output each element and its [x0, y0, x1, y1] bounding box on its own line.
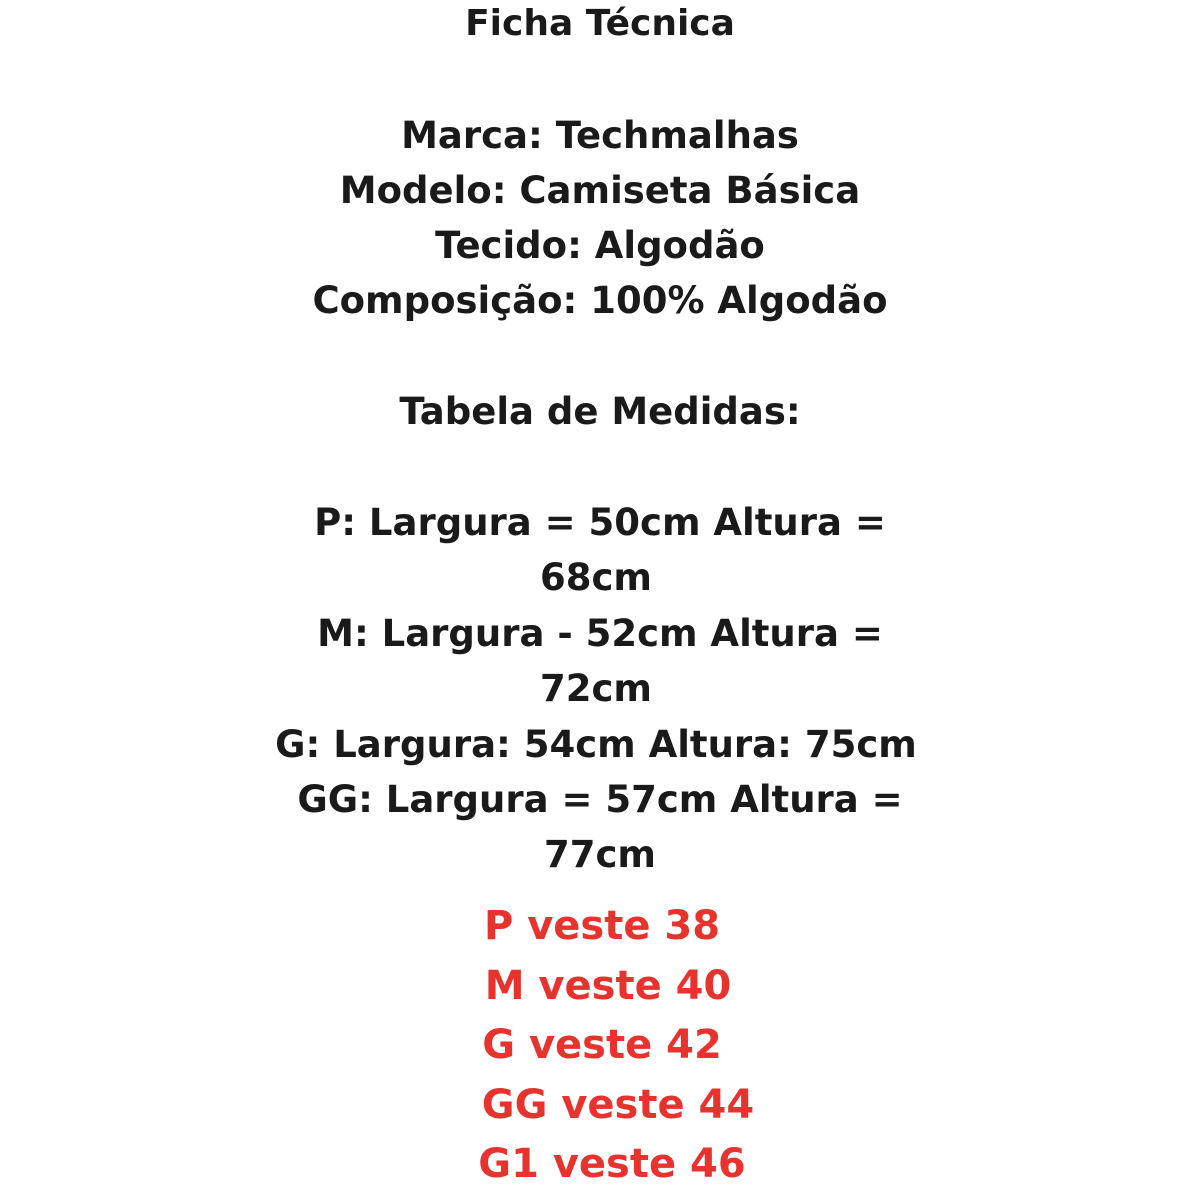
spec-fabric: Tecido: Algodão — [435, 224, 765, 267]
fit-g1: G1 veste 46 — [478, 1141, 746, 1187]
spec-brand: Marca: Techmalhas — [401, 114, 799, 157]
spec-composition: Composição: 100% Algodão — [312, 279, 888, 322]
fit-m: M veste 40 — [484, 963, 732, 1009]
measurements-heading: Tabela de Medidas: — [399, 390, 801, 433]
fit-p: P veste 38 — [483, 903, 721, 949]
fit-gg: GG veste 44 — [481, 1082, 755, 1128]
measurement-gg-line2: 77cm — [544, 833, 656, 876]
measurement-m-line2: 72cm — [540, 667, 652, 710]
measurement-g-line1: G: Largura: 54cm Altura: 75cm — [275, 723, 917, 766]
measurement-m-line1: M: Largura - 52cm Altura = — [317, 612, 883, 655]
page-title: Ficha Técnica — [465, 3, 735, 44]
measurement-p-line1: P: Largura = 50cm Altura = — [314, 501, 886, 544]
fit-g: G veste 42 — [482, 1022, 722, 1068]
measurement-p-line2: 68cm — [540, 556, 652, 599]
spec-model: Modelo: Camiseta Básica — [339, 169, 861, 212]
measurement-gg-line1: GG: Largura = 57cm Altura = — [297, 778, 903, 821]
